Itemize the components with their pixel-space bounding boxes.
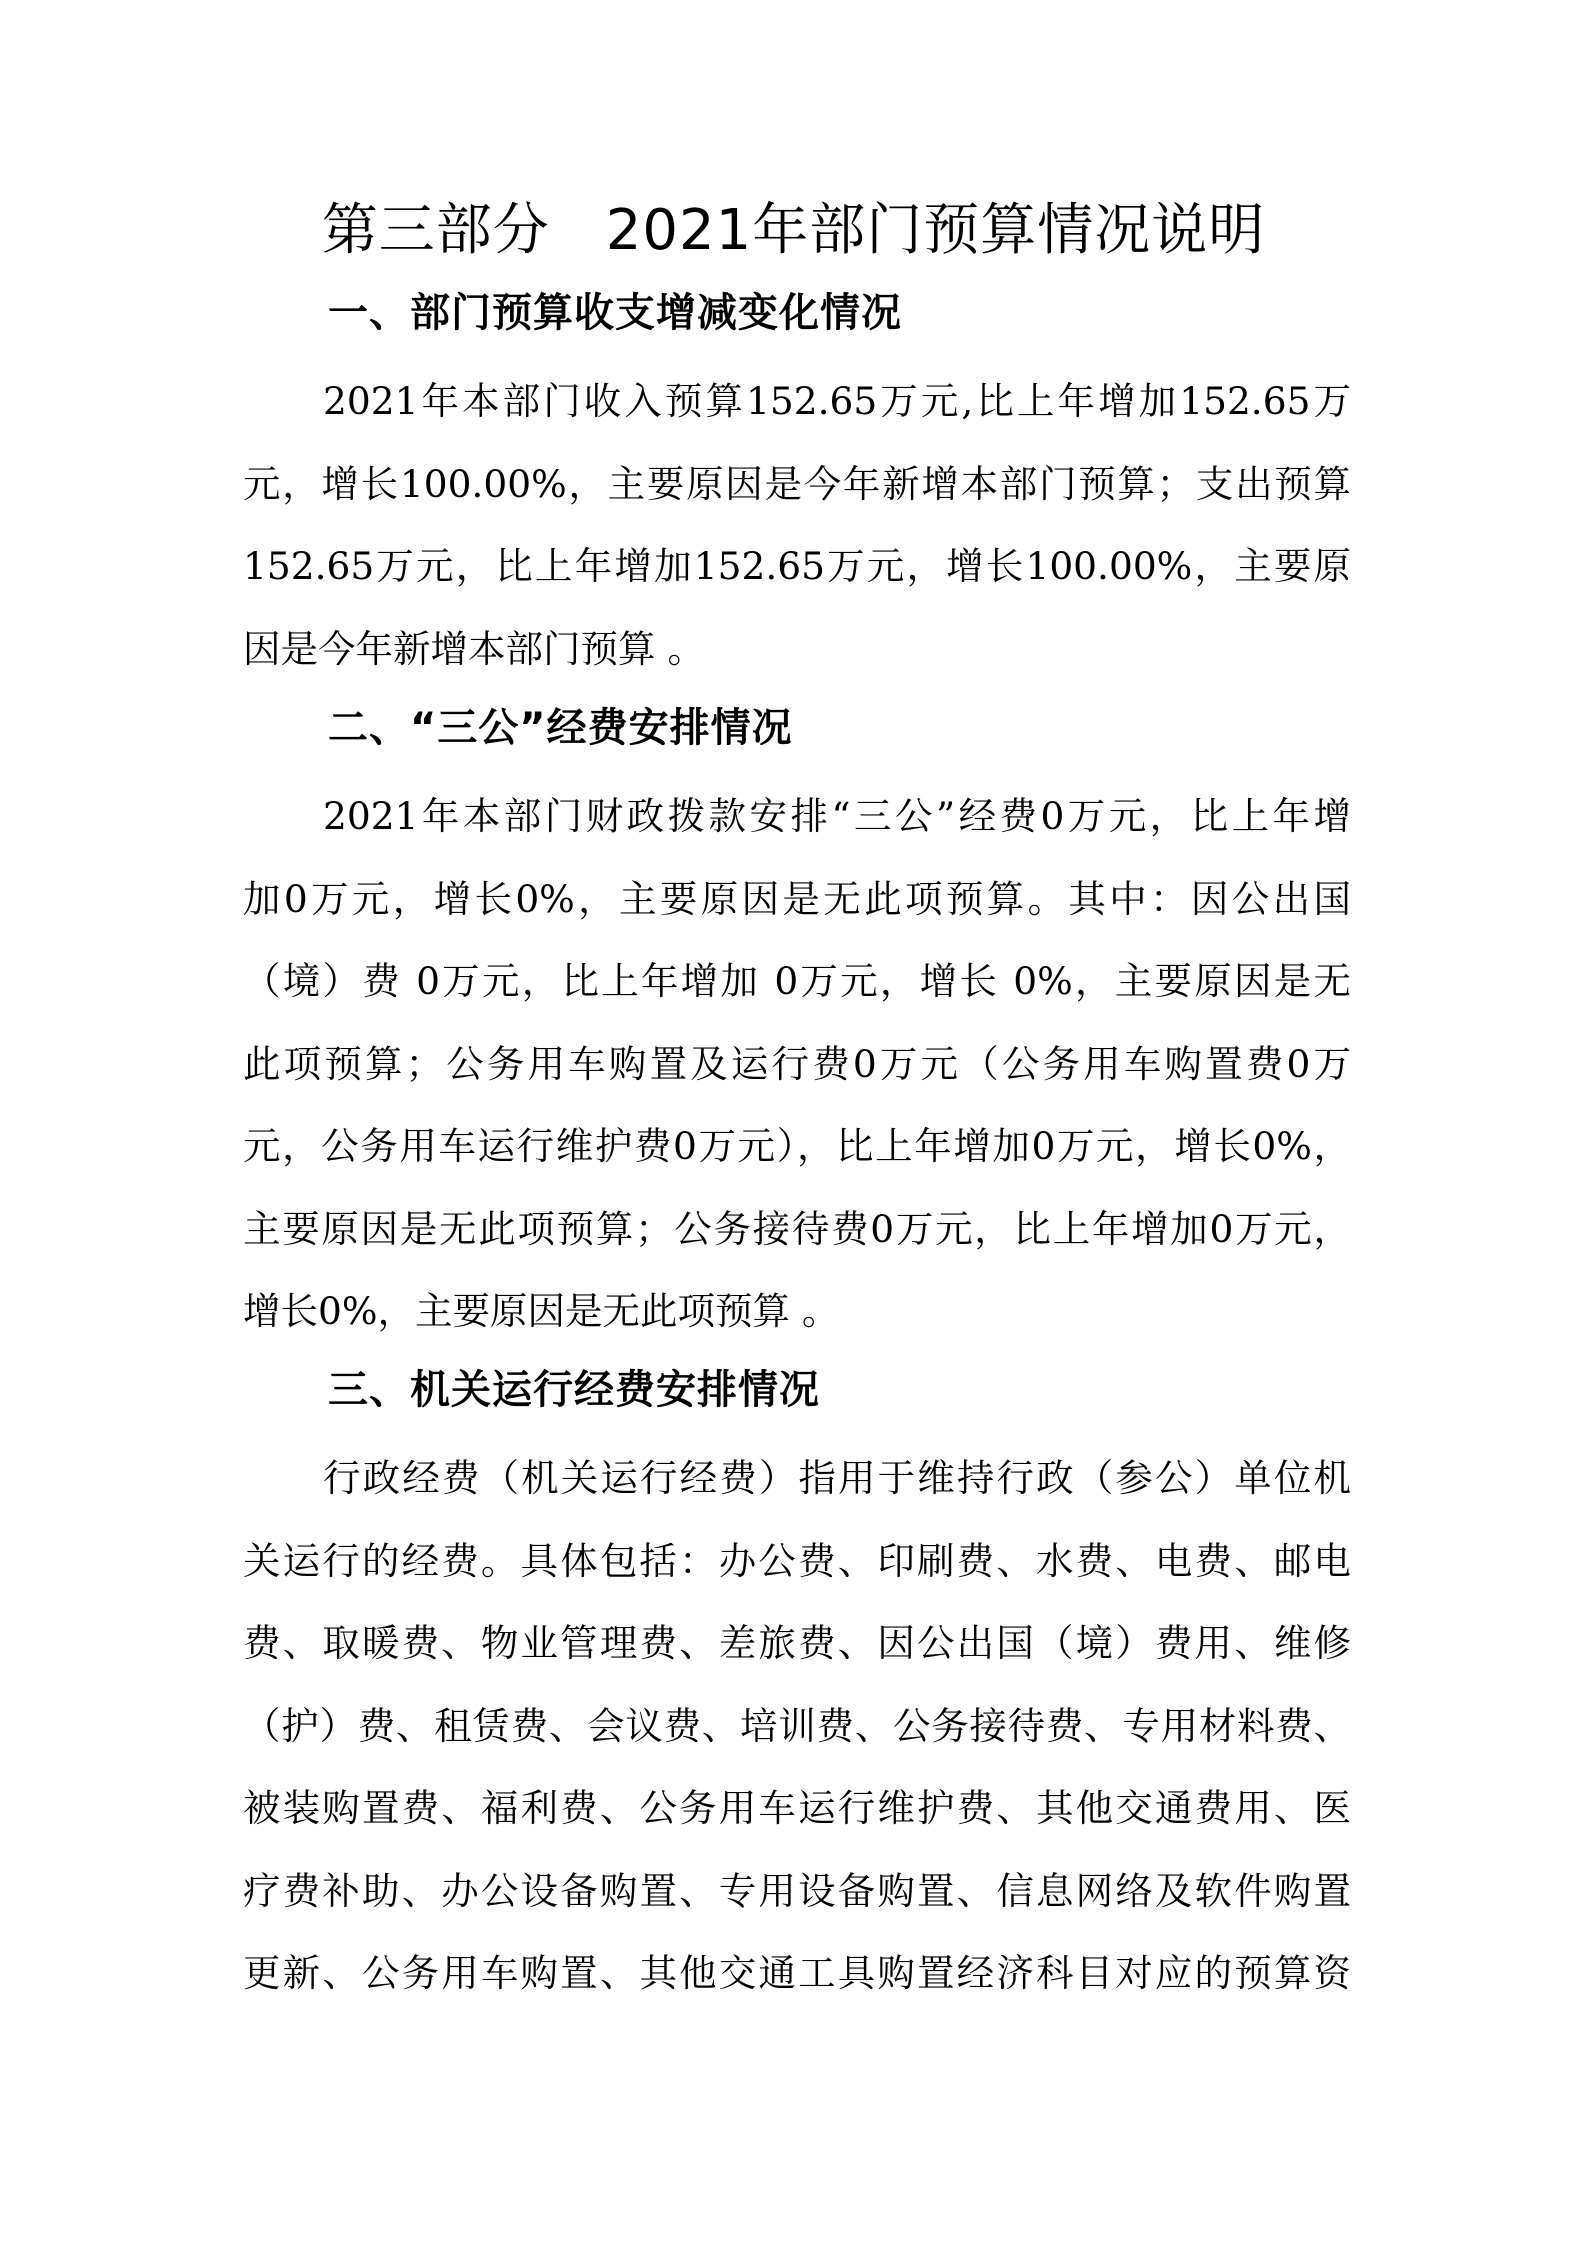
section-heading-1: 一、部门预算收支增减变化情况 bbox=[328, 290, 902, 336]
paragraph-line: 被装购置费、福利费、公务用车运行维护费、其他交通费用、医 bbox=[243, 1786, 1351, 1830]
paragraph-line: 关运行的经费。具体包括：办公费、印刷费、水费、电费、邮电 bbox=[243, 1538, 1351, 1583]
section-paragraph-3 bbox=[243, 1437, 1351, 2015]
paragraph-line: 主要原因是无此项预算；公务接待费0万元，比上年增加0万元， bbox=[243, 1206, 1351, 1251]
paragraph-line: 152.65万元，比上年增加152.65万元，增长100.00%，主要原 bbox=[243, 544, 1351, 588]
section-paragraph-1 bbox=[243, 360, 1351, 690]
paragraph-line: （境）费 0万元，比上年增加 0万元，增长 0%，主要原因是无 bbox=[243, 959, 1351, 1003]
paragraph-line: 增长0%，主要原因是无此项预算 。 bbox=[243, 1289, 840, 1333]
section-heading-3: 三、机关运行经费安排情况 bbox=[328, 1367, 820, 1413]
page-title bbox=[0, 196, 1587, 266]
paragraph-line: 元，增长100.00%，主要原因是今年新增本部门预算；支出预算 bbox=[243, 461, 1351, 506]
paragraph-line: 因是今年新增本部门预算 。 bbox=[243, 626, 705, 671]
paragraph-line: 疗费补助、办公设备购置、专用设备购置、信息网络及软件购置 bbox=[243, 1868, 1351, 1913]
paragraph-line: 2021年本部门收入预算152.65万元,比上年增加152.65万 bbox=[323, 379, 1351, 423]
title-part: 第三部分 bbox=[321, 198, 550, 263]
paragraph-line: 更新、公务用车购置、其他交通工具购置经济科目对应的预算资 bbox=[243, 1951, 1351, 1995]
title-main: 2021年部门预算情况说明 bbox=[605, 198, 1266, 263]
paragraph-line: 行政经费（机关运行经费）指用于维持行政（参公）单位机 bbox=[323, 1456, 1351, 1500]
section-paragraph-2 bbox=[243, 775, 1351, 1353]
paragraph-line: 元，公务用车运行维护费0万元），比上年增加0万元，增长0%， bbox=[243, 1124, 1351, 1168]
paragraph-line: 2021年本部门财政拨款安排“三公”经费0万元，比上年增 bbox=[323, 794, 1351, 838]
paragraph-line: （护）费、租赁费、会议费、培训费、公务接待费、专用材料费、 bbox=[243, 1703, 1351, 1748]
paragraph-line: 加0万元，增长0%，主要原因是无此项预算。其中：因公出国 bbox=[243, 876, 1351, 921]
paragraph-line: 此项预算；公务用车购置及运行费0万元（公务用车购置费0万 bbox=[243, 1041, 1351, 1086]
section-heading-2: 二、“三公”经费安排情况 bbox=[328, 705, 793, 751]
paragraph-line: 费、取暖费、物业管理费、差旅费、因公出国（境）费用、维修 bbox=[243, 1621, 1351, 1665]
